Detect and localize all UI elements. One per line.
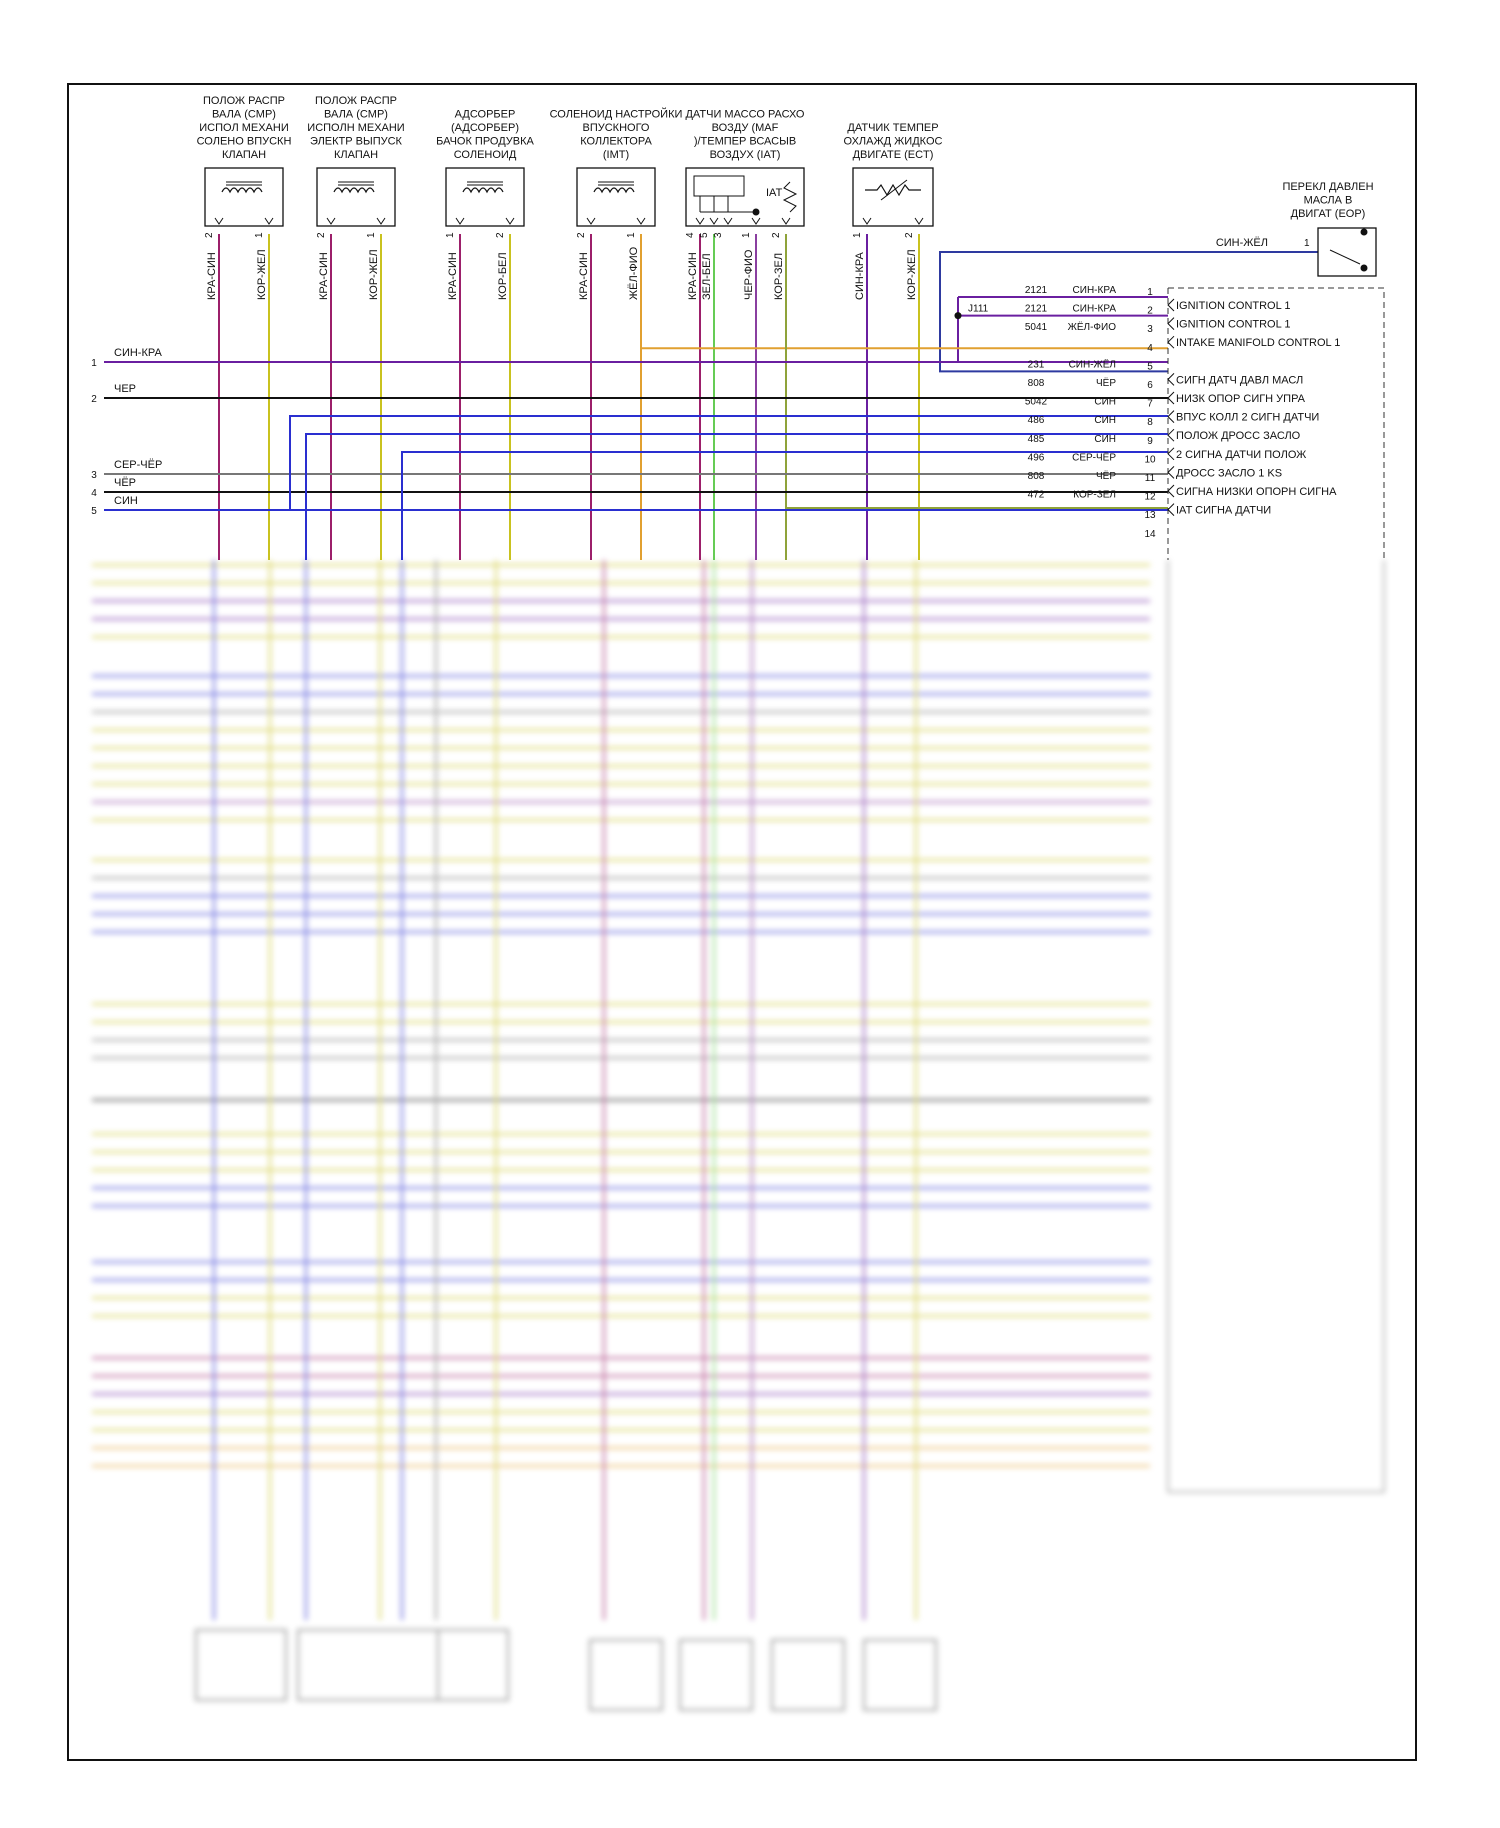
eop-title-line: МАСЛА В xyxy=(1303,194,1353,207)
pcm-circuit: 2121 xyxy=(1024,303,1048,315)
component-title-line: СОЛЕНОИД xyxy=(453,149,517,161)
component-title-line: БАЧОК ПРОДУВКА xyxy=(436,135,534,148)
blurred-component xyxy=(590,1640,662,1710)
pcm-pin-desc: ПОЛОЖ ДРОСС ЗАСЛО xyxy=(1176,430,1301,443)
component-title-line: ВАЛА (CMP) xyxy=(212,108,276,121)
component-body xyxy=(577,168,655,226)
pcm-circuit: 496 xyxy=(1027,452,1045,464)
component-title-line: КЛАПАН xyxy=(221,149,267,161)
pin-number: 1 xyxy=(741,232,752,238)
wire-label: КОР-ЖЕЛ xyxy=(256,249,268,300)
pin-number: 2 xyxy=(204,232,215,238)
pcm-terminal xyxy=(1168,318,1174,330)
pcm-pin-number: 1 xyxy=(1147,287,1153,298)
component-title-line: ВОЗДУХ (IAT) xyxy=(709,149,781,161)
pin-number: 1 xyxy=(626,232,637,238)
pcm-pin-number: 2 xyxy=(1147,305,1153,317)
eop-wire-label: СИН-ЖЁЛ xyxy=(1215,237,1268,249)
left-wire-label: ЧЁР xyxy=(114,477,137,489)
pcm-pin-number: 13 xyxy=(1144,510,1156,522)
pcm-pin-number: 12 xyxy=(1144,491,1156,503)
pcm-terminal xyxy=(1168,373,1174,385)
pcm-wire-label: ЧЁР xyxy=(1095,471,1116,482)
pcm-pin-number: 14 xyxy=(1144,528,1156,540)
pcm-circuit: 486 xyxy=(1027,415,1045,427)
component-title-line: КЛАПАН xyxy=(333,149,379,161)
wire-label: КОР-ЗЕЛ xyxy=(773,252,785,300)
pin-number: 2 xyxy=(316,232,327,238)
pcm-pin-desc: СИГН ДАТЧ ДАВЛ МАСЛ xyxy=(1176,374,1304,387)
pcm-wire-label: ЖЁЛ-ФИО xyxy=(1067,322,1116,334)
component-title-line: ВАЛА (CMP) xyxy=(324,108,388,121)
pin-number: 2 xyxy=(495,232,506,238)
wire-label: СИН-КРА xyxy=(854,252,866,300)
pin-number: 2 xyxy=(904,232,915,238)
pcm-pin-desc: IAT СИГНА ДАТЧИ xyxy=(1176,504,1272,517)
blurred-component xyxy=(864,1640,936,1710)
pcm-wire-label: СИН xyxy=(1094,433,1116,445)
blurred-component xyxy=(438,1630,508,1700)
pcm-pin-number: 4 xyxy=(1147,342,1153,354)
component-title-line: АДСОРБЕР xyxy=(454,108,516,121)
wire-label: КРА-СИН xyxy=(206,252,218,300)
left-pin-number: 4 xyxy=(91,488,97,499)
pcm-terminal xyxy=(1168,448,1174,460)
pcm-wire-label: СИН-ЖЁЛ xyxy=(1068,359,1116,371)
left-pin-number: 2 xyxy=(91,394,97,405)
pcm-circuit: 5041 xyxy=(1024,322,1048,334)
left-pin-number: 1 xyxy=(91,358,97,369)
component-body xyxy=(853,168,933,226)
left-pin-number: 5 xyxy=(91,506,97,517)
pcm-circuit: 485 xyxy=(1027,433,1045,445)
wire-label: КРА-СИН xyxy=(687,252,699,300)
wire-label: ЧЕР-ФИО xyxy=(743,249,755,300)
pcm-wire-label: КОР-ЗЕЛ xyxy=(1073,489,1116,501)
component-title-line: ВОЗДУ (MAF xyxy=(711,122,779,134)
pcm-connector xyxy=(1025,285,1384,560)
iat-label: IAT xyxy=(766,187,783,199)
component-title-line: СОЛЕНОИД НАСТРОЙКИ xyxy=(549,108,683,121)
component-title-line: ПОЛОЖ РАСПР xyxy=(315,95,397,107)
wire-label: КРА-СИН xyxy=(578,252,590,300)
pcm-wire-label: СИН xyxy=(1094,396,1116,408)
pcm-circuit: 472 xyxy=(1027,489,1045,501)
pcm-pin-desc: IGNITION CONTROL 1 xyxy=(1176,300,1291,312)
pcm-terminal xyxy=(1168,504,1174,516)
wire-label: КОР-ЖЕЛ xyxy=(368,249,380,300)
left-wire-label: ЧЕР xyxy=(114,383,137,395)
pcm-pin-number: 8 xyxy=(1147,417,1153,429)
pin-number: 1 xyxy=(254,232,265,238)
pcm-circuit: 808 xyxy=(1027,471,1045,482)
pin-number: 2 xyxy=(771,232,782,238)
component-title-line: (IMT) xyxy=(602,149,630,161)
blurred-component xyxy=(298,1630,508,1700)
pcm-pin-number: 11 xyxy=(1144,473,1156,484)
eop-contact-point xyxy=(1361,229,1368,236)
component-6 xyxy=(844,122,943,238)
eop-title-line: ПЕРЕКЛ ДАВЛЕН xyxy=(1282,181,1374,193)
component-body xyxy=(686,168,804,226)
pcm-terminal xyxy=(1168,485,1174,497)
wire-label: КОР-БЕЛ xyxy=(497,252,509,300)
component-title-line: ВПУСКНОГО xyxy=(582,122,650,134)
blurred-component xyxy=(196,1630,286,1700)
blurred-lower-section xyxy=(92,560,1384,1710)
pcm-wire-label: ЧЁР xyxy=(1095,378,1116,389)
wire-label: ЖЁЛ-ФИО xyxy=(628,246,640,300)
pin-number: 3 xyxy=(713,232,724,238)
component-title-line: ЭЛЕКТР ВЫПУСК xyxy=(310,135,402,148)
component-title-line: ОХЛАЖД ЖИДКОС xyxy=(843,135,943,148)
pcm-pin-desc: INTAKE MANIFOLD CONTROL 1 xyxy=(1176,337,1341,350)
component-title-line: ИСПОЛН МЕХАНИ xyxy=(307,122,405,134)
pin-number: 1 xyxy=(366,232,377,238)
pcm-wire-label: СЕР-ЧЁР xyxy=(1072,452,1116,464)
component-5 xyxy=(685,109,805,239)
component-title-line: )/ТЕМПЕР ВСАСЫВ xyxy=(693,135,797,148)
component-1 xyxy=(197,95,292,238)
eop-contact-point xyxy=(1361,265,1368,272)
pin-number: 4 xyxy=(685,232,696,238)
wire-label: КОР-ЖЕЛ xyxy=(906,249,918,300)
pcm-terminal xyxy=(1168,392,1174,404)
eop-pin: 1 xyxy=(1304,238,1310,249)
component-title-line: КОЛЛЕКТОРА xyxy=(580,135,652,148)
component-body xyxy=(317,168,395,226)
blurred-pcm-outline xyxy=(1168,560,1384,1492)
blurred-component xyxy=(772,1640,844,1710)
component-body xyxy=(205,168,283,226)
component-title-line: СОЛЕНО ВПУСКН xyxy=(196,135,292,148)
pcm-pin-number: 6 xyxy=(1147,380,1153,391)
component-title-line: (АДСОРБЕР) xyxy=(451,122,519,134)
wire-label: ЗЕЛ-БЕЛ xyxy=(701,253,713,300)
splice-label: J111 xyxy=(968,303,989,315)
pcm-pin-number: 5 xyxy=(1147,361,1153,373)
pin-number: 1 xyxy=(852,232,863,238)
pcm-pin-desc: IGNITION CONTROL 1 xyxy=(1176,318,1291,331)
splice-dot xyxy=(955,312,962,319)
component-title-line: ДАТЧИ МАССО РАСХО xyxy=(685,108,805,121)
pcm-terminal xyxy=(1168,466,1174,478)
pcm-terminal xyxy=(1168,336,1174,348)
pin-number: 5 xyxy=(699,232,710,238)
blurred-component xyxy=(680,1640,752,1710)
component-3 xyxy=(436,109,534,239)
pin-number: 1 xyxy=(445,232,456,238)
left-wire-label: СИН xyxy=(114,495,138,507)
component-2 xyxy=(307,95,404,238)
pcm-circuit: 2121 xyxy=(1024,285,1048,296)
pcm-wire-label: СИН xyxy=(1094,415,1116,427)
pcm-terminal xyxy=(1168,299,1174,311)
pcm-pin-number: 7 xyxy=(1147,398,1153,410)
pcm-pin-desc: ДРОСС ЗАСЛО 1 KS xyxy=(1176,467,1283,480)
pcm-circuit: 231 xyxy=(1027,359,1045,371)
pcm-wire-label: СИН-КРА xyxy=(1072,303,1116,315)
pcm-pin-number: 9 xyxy=(1147,435,1153,447)
left-wire-label: СЕР-ЧЁР xyxy=(114,459,163,471)
pcm-pin-desc: НИЗК ОПОР СИГН УПРА xyxy=(1176,393,1306,405)
eop-switch xyxy=(1216,181,1376,276)
pcm-terminal xyxy=(1168,411,1174,423)
pcm-terminal xyxy=(1168,429,1174,441)
pcm-pin-number: 10 xyxy=(1144,454,1156,466)
pcm-pin-desc: СИГНА НИЗКИ ОПОРН СИГНА xyxy=(1176,486,1337,498)
pin-number: 2 xyxy=(576,232,587,238)
pcm-pin-number: 3 xyxy=(1147,324,1153,336)
component-title-line: ИСПОЛ МЕХАНИ xyxy=(199,122,289,134)
pcm-pin-desc: 2 СИГНА ДАТЧИ ПОЛОЖ xyxy=(1176,448,1307,461)
pcm-circuit: 808 xyxy=(1027,378,1045,389)
eop-title-line: ДВИГАТ (EOP) xyxy=(1290,208,1366,220)
component-title-line: ДВИГАТЕ (ECT) xyxy=(852,149,934,161)
wire-label: КРА-СИН xyxy=(318,252,330,300)
pcm-pin-desc: ВПУС КОЛЛ 2 СИГН ДАТЧИ xyxy=(1176,411,1320,424)
wire-label: КРА-СИН xyxy=(447,252,459,300)
left-wire-label: СИН-КРА xyxy=(114,347,162,359)
pcm-circuit: 5042 xyxy=(1024,396,1048,408)
component-title-line: ДАТЧИК ТЕМПЕР xyxy=(847,122,939,134)
component-4 xyxy=(550,108,683,239)
maf-junction xyxy=(753,209,760,216)
left-pin-number: 3 xyxy=(91,470,97,481)
pcm-wire-label: СИН-КРА xyxy=(1072,285,1116,296)
component-body xyxy=(446,168,524,226)
component-title-line: ПОЛОЖ РАСПР xyxy=(203,95,285,107)
